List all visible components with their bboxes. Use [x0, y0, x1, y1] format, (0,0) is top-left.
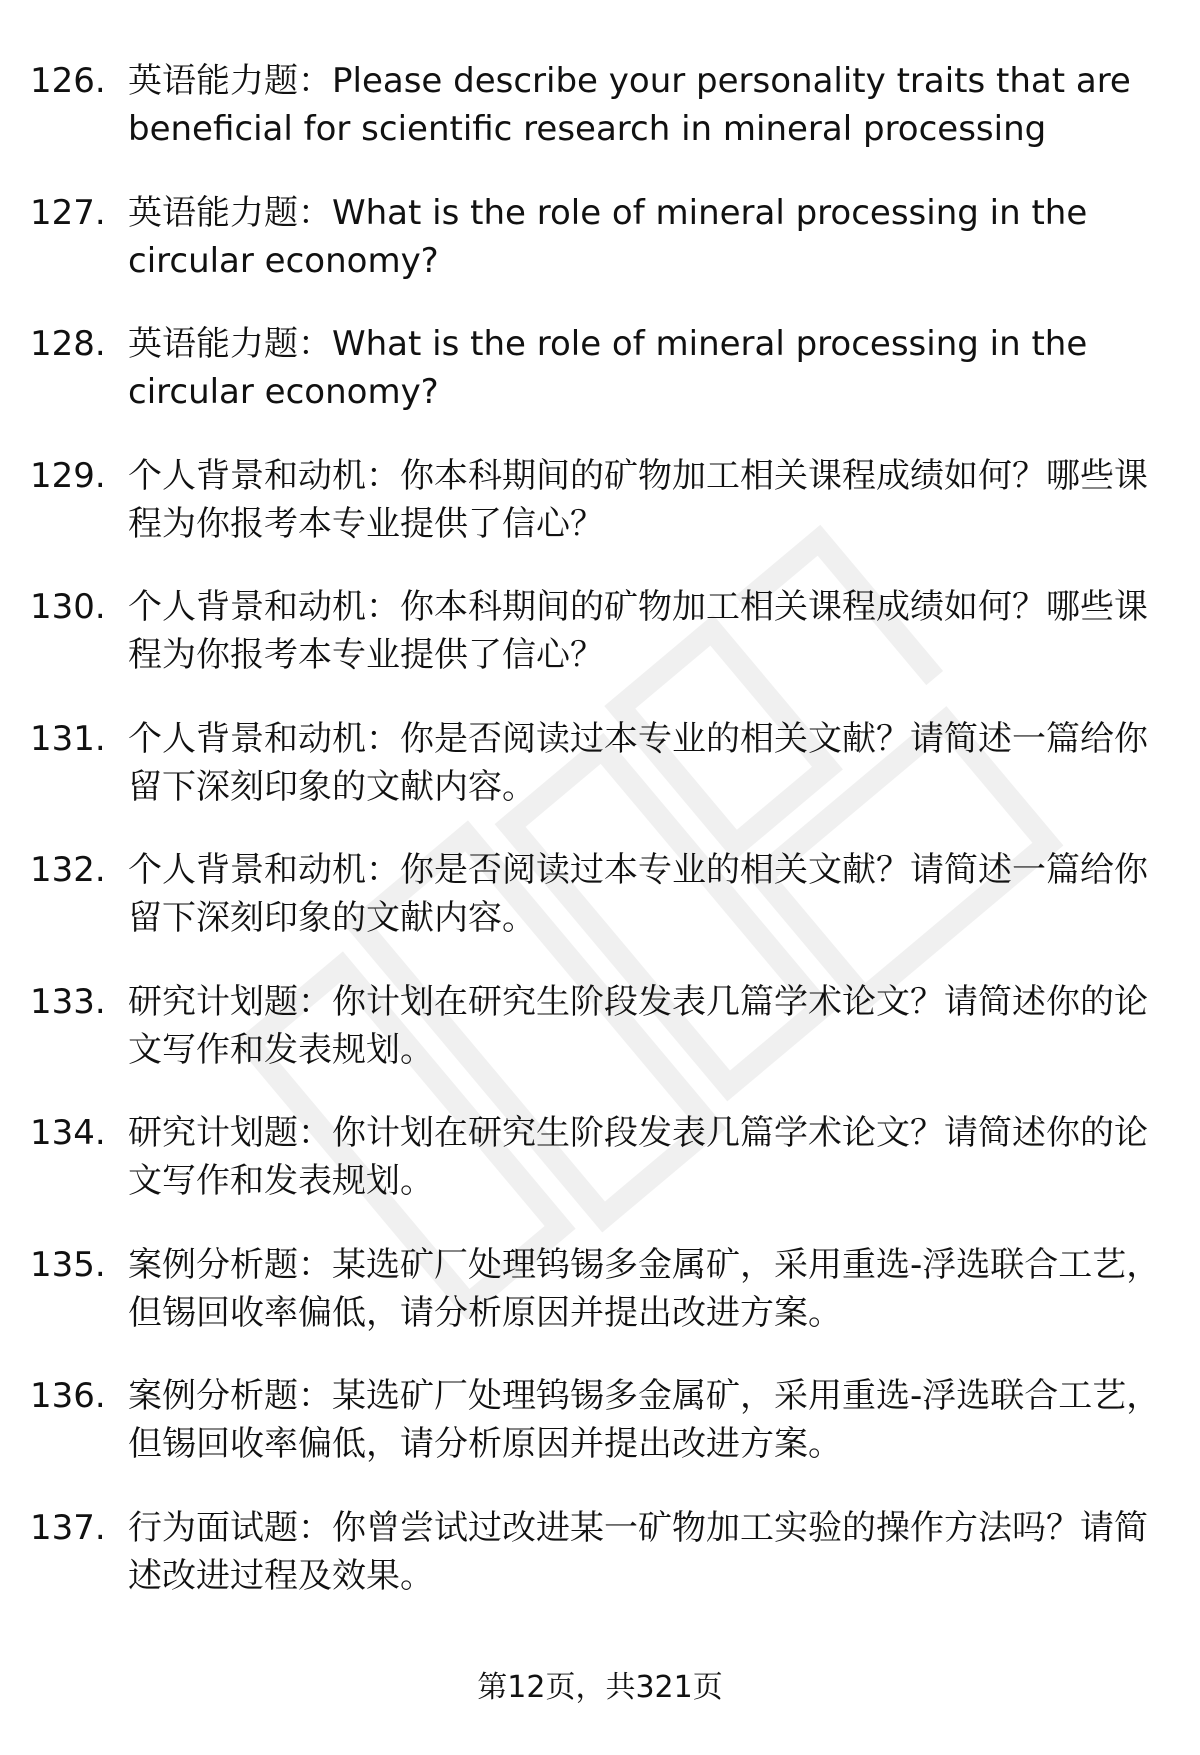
list-item [30, 452, 1170, 584]
question-text: 个人背景和动机：你本科期间的矿物加工相关课程成绩如何？哪些课程为你报考本专业提供了信心？ [128, 587, 1148, 675]
question-text: 研究计划题：你计划在研究生阶段发表几篇学术论文？请简述你的论文写作和发表规划。 [128, 1113, 1148, 1201]
list-item [30, 715, 1170, 847]
question-number: 130. [30, 587, 106, 627]
question-text: 研究计划题：你计划在研究生阶段发表几篇学术论文？请简述你的论文写作和发表规划。 [128, 981, 1148, 1070]
question-text: 英语能力题：Please describe your personality traits that are beneficial for scientific research in mineral processing [128, 61, 1131, 149]
question-number: 131. [30, 718, 106, 759]
question-text: 英语能力题：What is the role of mineral processing in the circular economy? [128, 324, 1088, 412]
question-text: 个人背景和动机：你本科期间的矿物加工相关课程成绩如何？哪些课程为你报考本专业提供了信心？ [128, 455, 1148, 544]
question-text: 英语能力题：What is the role of mineral processing in the circular economy? [128, 192, 1088, 281]
question-text: 案例分析题：某选矿厂处理钨锡多金属矿，采用重选-浮选联合工艺，但锡回收率偏低，请分析原因并提出改进方案。 [128, 1244, 1161, 1333]
question-number: 136. [30, 1376, 106, 1416]
question-number: 133. [30, 981, 106, 1022]
question-number: 127. [30, 192, 106, 233]
list-item [30, 846, 1170, 978]
list-item [30, 320, 1170, 452]
list-item [30, 583, 1170, 715]
list-item [30, 978, 1170, 1110]
question-text: 行为面试题：你曾尝试过改进某一矿物加工实验的操作方法吗？请简述改进过程及效果。 [128, 1507, 1148, 1596]
question-number: 126. [30, 61, 106, 101]
question-text: 个人背景和动机：你是否阅读过本专业的相关文献？请简述一篇给你留下深刻印象的文献内容。 [128, 718, 1148, 807]
list-item [30, 1372, 1170, 1504]
question-number: 132. [30, 850, 106, 890]
list-item [30, 1504, 1170, 1636]
question-list [30, 57, 1170, 1635]
question-number: 137. [30, 1507, 106, 1548]
question-number: 134. [30, 1113, 106, 1153]
list-item [30, 1241, 1170, 1373]
page-footer: 第12页，共321页 [477, 1670, 723, 1705]
question-number: 129. [30, 455, 106, 496]
question-text: 个人背景和动机：你是否阅读过本专业的相关文献？请简述一篇给你留下深刻印象的文献内容。 [128, 850, 1148, 938]
list-item [30, 1109, 1170, 1241]
question-text: 案例分析题：某选矿厂处理钨锡多金属矿，采用重选-浮选联合工艺，但锡回收率偏低，请分析原因并提出改进方案。 [128, 1376, 1161, 1464]
question-number: 135. [30, 1244, 106, 1285]
list-item [30, 57, 1170, 189]
list-item [30, 189, 1170, 321]
question-number: 128. [30, 324, 106, 364]
